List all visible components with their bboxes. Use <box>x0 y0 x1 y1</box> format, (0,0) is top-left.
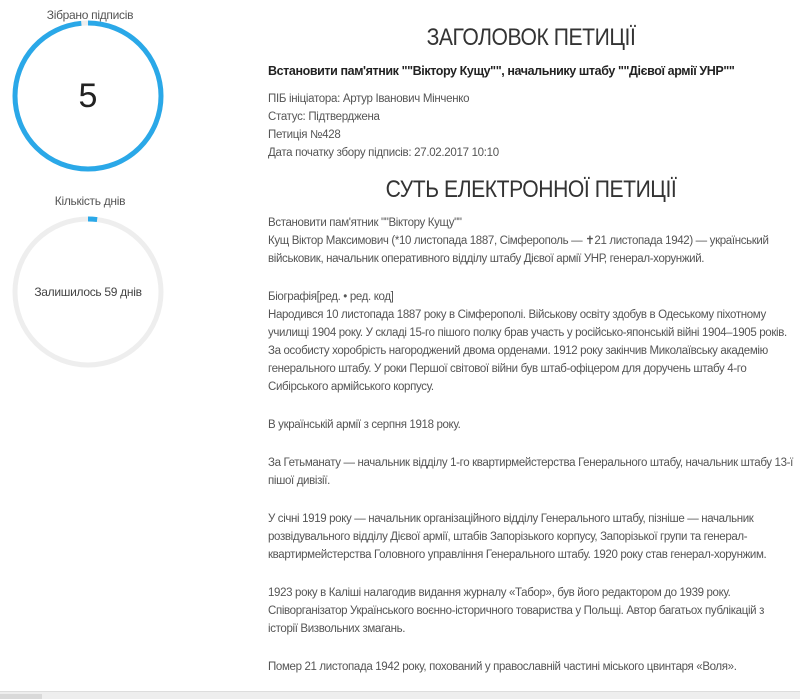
signatures-label: Зібрано підписів <box>46 8 134 22</box>
signatures-progress-ring <box>12 20 164 172</box>
petition-meta <box>268 90 794 162</box>
horizontal-scrollbar[interactable] <box>0 691 800 699</box>
petition-paragraph: Помер 21 листопада 1942 року, похований у православній частині міського цвинтаря «Воля». <box>268 661 737 673</box>
petition-paragraph: В українській армії з серпня 1918 року. <box>268 419 461 431</box>
petition-paragraph: 1923 року в Каліші налагодив видання журналу «Табор», був його редактором до 1939 року. Співорганізатор Українського воєнно-історичного товариства у Польщі. Автор багатьох публікацій з історії Визвольних змагань. <box>268 587 764 635</box>
petition-body <box>268 214 794 676</box>
days-remaining-wrapper <box>12 216 164 368</box>
petition-initiator: ПІБ ініціатора: Артур Іванович Мінченко <box>268 93 470 105</box>
petition-stats-sidebar <box>0 0 180 699</box>
days-remaining: Залишилось 59 днів <box>34 285 142 299</box>
days-progress-ring <box>12 216 164 368</box>
petition-paragraph: Біографія[ред. • ред. код] Народився 10 листопада 1887 року в Сімферополі. Військову освіту здобув в Одеському піхотному училищі 1904 року. У складі 15-го пішого полку брав участь у російсько-японській війні 1904–1905 років. За особисту хоробрість нагороджений двома орденами. 1912 року закінчив Миколаївську академію генерального штабу. У роки Першої світової війни був штаб-офіцером для доручень штабу 4-го Сибірського армійського корпусу. <box>268 291 787 393</box>
petition-paragraph: За Гетьманату — начальник відділу 1-го квартирмейстерства Генерального штабу, начальник штабу 13-ї пішої дивізії. <box>268 457 793 487</box>
petition-paragraph: Встановити пам'ятник ""Віктору Кущу"" Кущ Віктор Максимович (*10 листопада 1887, Сімферополь — ✝21 листопада 1942) — український військовик, начальник оперативного відділу штабу Дієвої армії УНР, генерал-хорунжий. <box>268 217 769 265</box>
petition-paragraph: У січні 1919 року — начальник організаційного відділу Генерального штабу, пізніше — начальник розвідувального відділу Дієвої армії, штабів Запорізького корпусу, Запорізької групи та генерал-квартирмейстерства Головного управління Генерального штабу. 1920 року став генерал-хорунжим. <box>268 513 767 561</box>
signatures-count-wrapper <box>12 20 164 172</box>
signatures-count: 5 <box>78 76 98 115</box>
petition-title-heading: ЗАГОЛОВОК ПЕТИЦІЇ <box>426 24 636 51</box>
scrollbar-thumb[interactable] <box>0 694 42 699</box>
days-label: Кількість днів <box>54 194 126 208</box>
petition-start-date: Дата початку збору підписів: 27.02.2017 10:10 <box>268 147 499 159</box>
petition-status: Статус: Підтверджена <box>268 111 380 123</box>
petition-content <box>268 0 794 696</box>
petition-essence-heading: СУТЬ ЕЛЕКТРОННОЇ ПЕТИЦІЇ <box>385 176 677 203</box>
petition-number: Петиція №428 <box>268 129 341 141</box>
petition-name: Встановити пам'ятник ""Віктору Кущу"", начальнику штабу ""Дієвої армії УНР"" <box>268 64 735 78</box>
